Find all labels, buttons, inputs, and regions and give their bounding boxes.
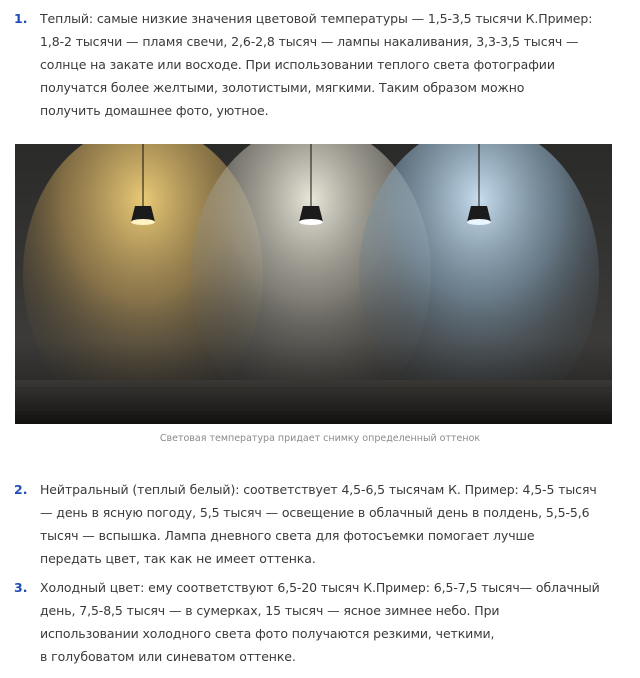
text-line: Теплый: самые низкие значения цветовой температуры — 1,5-3,5 тысячи К.Пример: [40, 11, 593, 26]
text-line: Нейтральный (теплый белый): соответствует 4,5-6,5 тысячам К. Пример: 4,5-5 тысяч [40, 482, 597, 497]
text-line: день, 7,5-8,5 тысяч — в сумерках, 15 тысяч — ясное зимнее небо. При [40, 603, 500, 618]
text-line: получить домашнее фото, уютное. [40, 103, 269, 118]
list-number: 1. [14, 11, 28, 26]
text-line: в голубоватом или синеватом оттенке. [40, 649, 296, 664]
text-line: использовании холодного света фото получаются резкими, четкими, [40, 626, 495, 641]
text-line: Холодный цвет: ему соответствуют 6,5-20 тысяч К.Пример: 6,5-7,5 тысяч— облачный [40, 580, 600, 595]
color-temperature-photo [15, 144, 612, 424]
text-line: получатся более желтыми, золотистыми, мягкими. Таким образом можно [40, 80, 525, 95]
photo-caption: Световая температура придает снимку определенный оттенок [159, 433, 481, 444]
text-line: тысяч — вспышка. Лампа дневного света для фотосъемки помогает лучше [40, 528, 535, 543]
list-number: 2. [14, 482, 28, 497]
text-line: 1,8-2 тысячи — пламя свечи, 2,6-2,8 тысяч — лампы накаливания, 3,3-3,5 тысяч — [40, 34, 579, 49]
list-text [40, 576, 620, 668]
list-text [40, 478, 620, 570]
text-line: солнце на закате или восходе. При использовании теплого света фотографии [40, 57, 555, 72]
text-line: — день в ясную погоду, 5,5 тысяч — освещение в облачный день в полдень, 5,5-5,6 [40, 505, 590, 520]
list-number: 3. [14, 580, 28, 595]
text-line: передать цвет, так как не имеет оттенка. [40, 551, 316, 566]
list-text [40, 7, 620, 122]
